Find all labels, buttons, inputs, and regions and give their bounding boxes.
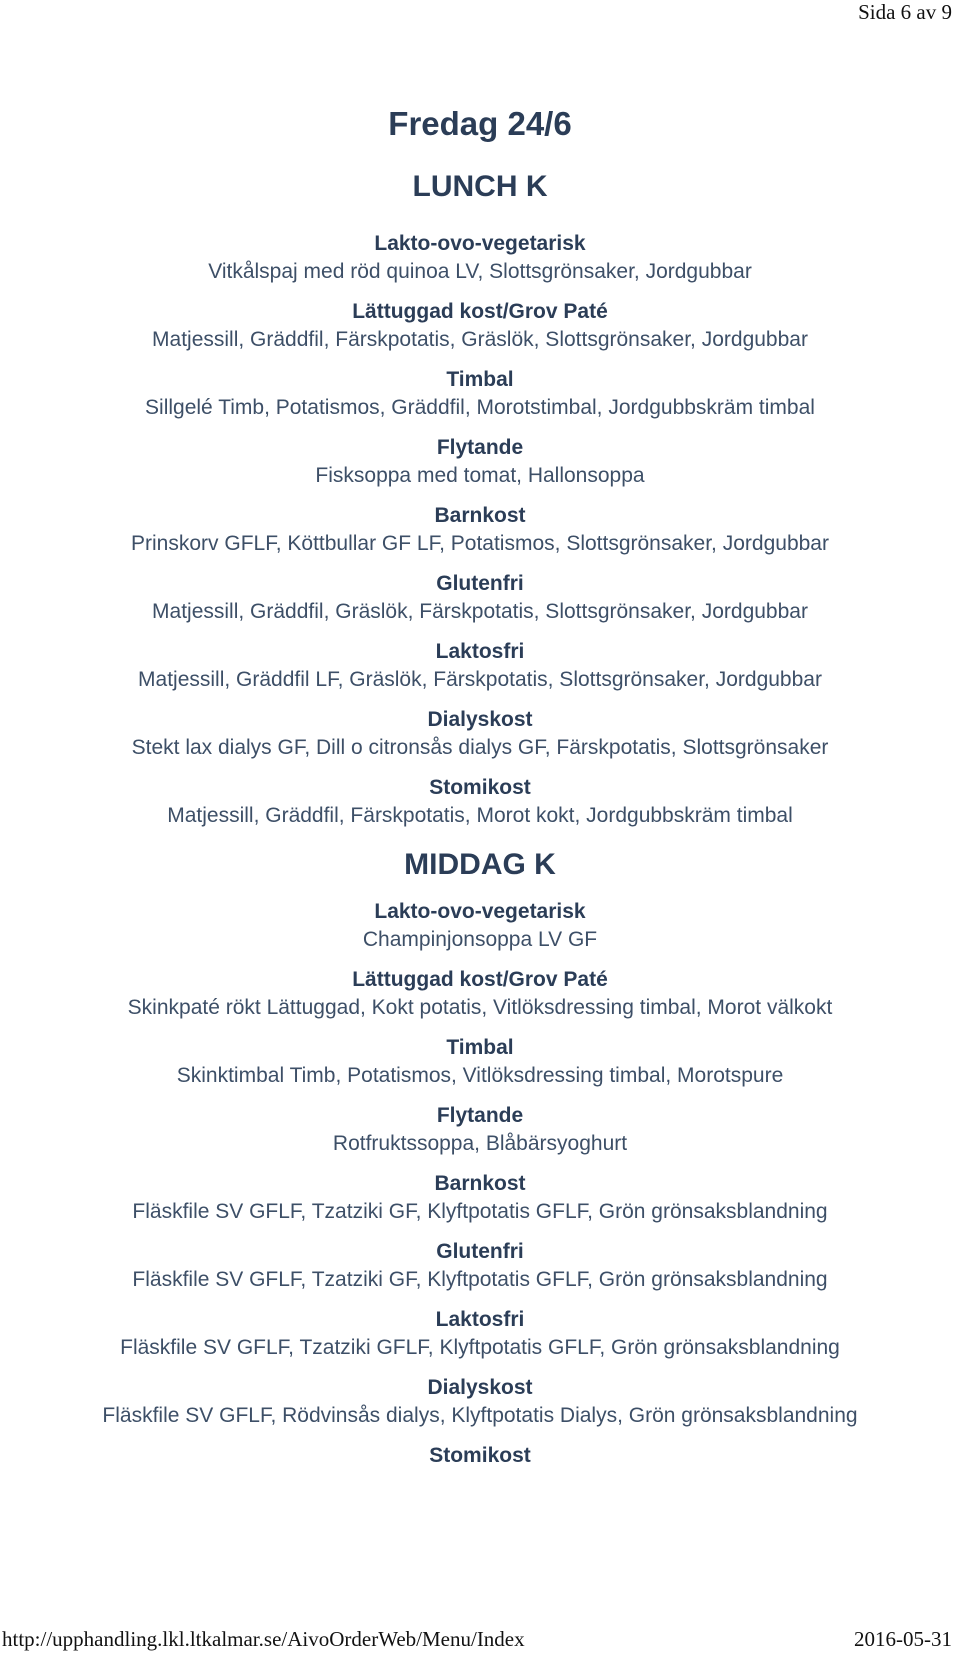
day-title: Fredag 24/6 (388, 105, 572, 142)
lunch-diet-item (0, 570, 960, 626)
diet-name: Flytande (436, 436, 524, 459)
diet-name: Timbal (446, 368, 514, 391)
diet-name: Stomikost (429, 1444, 531, 1467)
dinner-diet-item (0, 1102, 960, 1158)
page-indicator: Sida 6 av 9 (858, 0, 952, 24)
page-footer (0, 1627, 952, 1652)
diet-dishes: Matjessill, Gräddfil, Färskpotatis, Morot kokt, Jordgubbskräm timbal (167, 804, 793, 827)
diet-dishes: Skinkpaté rökt Lättuggad, Kokt potatis, Vitlöksdressing timbal, Morot välkokt (127, 996, 833, 1019)
diet-name: Glutenfri (436, 1240, 524, 1263)
lunch-diet-item (0, 774, 960, 830)
menu-content (0, 100, 960, 1482)
diet-dishes: Skinktimbal Timb, Potatismos, Vitlöksdressing timbal, Morotspure (176, 1064, 784, 1087)
diet-name: Lättuggad kost/Grov Paté (352, 968, 608, 991)
dinner-diet-item (0, 1034, 960, 1090)
dinner-diet-item (0, 1238, 960, 1294)
diet-dishes: Fisksoppa med tomat, Hallonsoppa (315, 464, 645, 487)
dinner-diet-item (0, 966, 960, 1022)
lunch-diet-item (0, 638, 960, 694)
diet-dishes: Stekt lax dialys GF, Dill o citronsås dialys GF, Färskpotatis, Slottsgrönsaker (131, 736, 829, 759)
diet-dishes: Fläskfile SV GFLF, Rödvinsås dialys, Klyftpotatis Dialys, Grön grönsaksblandning (102, 1404, 858, 1427)
dinner-diet-item (0, 1306, 960, 1362)
diet-dishes: Fläskfile SV GFLF, Tzatziki GF, Klyftpotatis GFLF, Grön grönsaksblandning (132, 1200, 828, 1223)
diet-name: Laktosfri (435, 1308, 525, 1331)
lunch-diet-item (0, 434, 960, 490)
lunch-diet-item (0, 706, 960, 762)
diet-dishes: Matjessill, Gräddfil, Gräslök, Färskpotatis, Slottsgrönsaker, Jordgubbar (152, 600, 808, 623)
lunch-diet-item (0, 230, 960, 286)
diet-name: Barnkost (434, 504, 526, 527)
diet-dishes: Fläskfile SV GFLF, Tzatziki GFLF, Klyftpotatis GFLF, Grön grönsaksblandning (120, 1336, 840, 1359)
lunch-title: LUNCH K (412, 170, 548, 203)
diet-name: Flytande (436, 1104, 524, 1127)
diet-name: Lättuggad kost/Grov Paté (352, 300, 608, 323)
diet-name: Laktosfri (435, 640, 525, 663)
diet-dishes: Vitkålspaj med röd quinoa LV, Slottsgrönsaker, Jordgubbar (208, 260, 752, 283)
lunch-diet-item (0, 298, 960, 354)
lunch-diet-list (0, 230, 960, 830)
diet-name: Stomikost (429, 776, 531, 799)
diet-name: Lakto-ovo-vegetarisk (374, 232, 586, 255)
print-date: 2016-05-31 (854, 1627, 952, 1651)
dinner-diet-item (0, 898, 960, 954)
diet-dishes: Champinjonsoppa LV GF (362, 928, 598, 951)
diet-name: Barnkost (434, 1172, 526, 1195)
dinner-diet-item (0, 1442, 960, 1470)
diet-dishes: Fläskfile SV GFLF, Tzatziki GF, Klyftpotatis GFLF, Grön grönsaksblandning (132, 1268, 828, 1291)
diet-dishes: Matjessill, Gräddfil, Färskpotatis, Gräslök, Slottsgrönsaker, Jordgubbar (152, 328, 808, 351)
diet-name: Dialyskost (427, 708, 533, 731)
diet-dishes: Sillgelé Timb, Potatismos, Gräddfil, Morotstimbal, Jordgubbskräm timbal (145, 396, 815, 419)
dinner-diet-item (0, 1170, 960, 1226)
dinner-diet-list (0, 898, 960, 1470)
diet-dishes: Prinskorv GFLF, Köttbullar GF LF, Potatismos, Slottsgrönsaker, Jordgubbar (131, 532, 829, 555)
lunch-diet-item (0, 366, 960, 422)
diet-dishes: Matjessill, Gräddfil LF, Gräslök, Färskpotatis, Slottsgrönsaker, Jordgubbar (138, 668, 822, 691)
source-url: http://upphandling.lkl.ltkalmar.se/AivoOrderWeb/Menu/Index (2, 1627, 525, 1651)
diet-name: Glutenfri (436, 572, 524, 595)
lunch-diet-item (0, 502, 960, 558)
diet-name: Timbal (446, 1036, 514, 1059)
diet-dishes: Rotfruktssoppa, Blåbärsyoghurt (332, 1132, 628, 1155)
diet-name: Lakto-ovo-vegetarisk (374, 900, 586, 923)
dinner-diet-item (0, 1374, 960, 1430)
diet-name: Dialyskost (427, 1376, 533, 1399)
dinner-title: MIDDAG K (404, 848, 556, 881)
